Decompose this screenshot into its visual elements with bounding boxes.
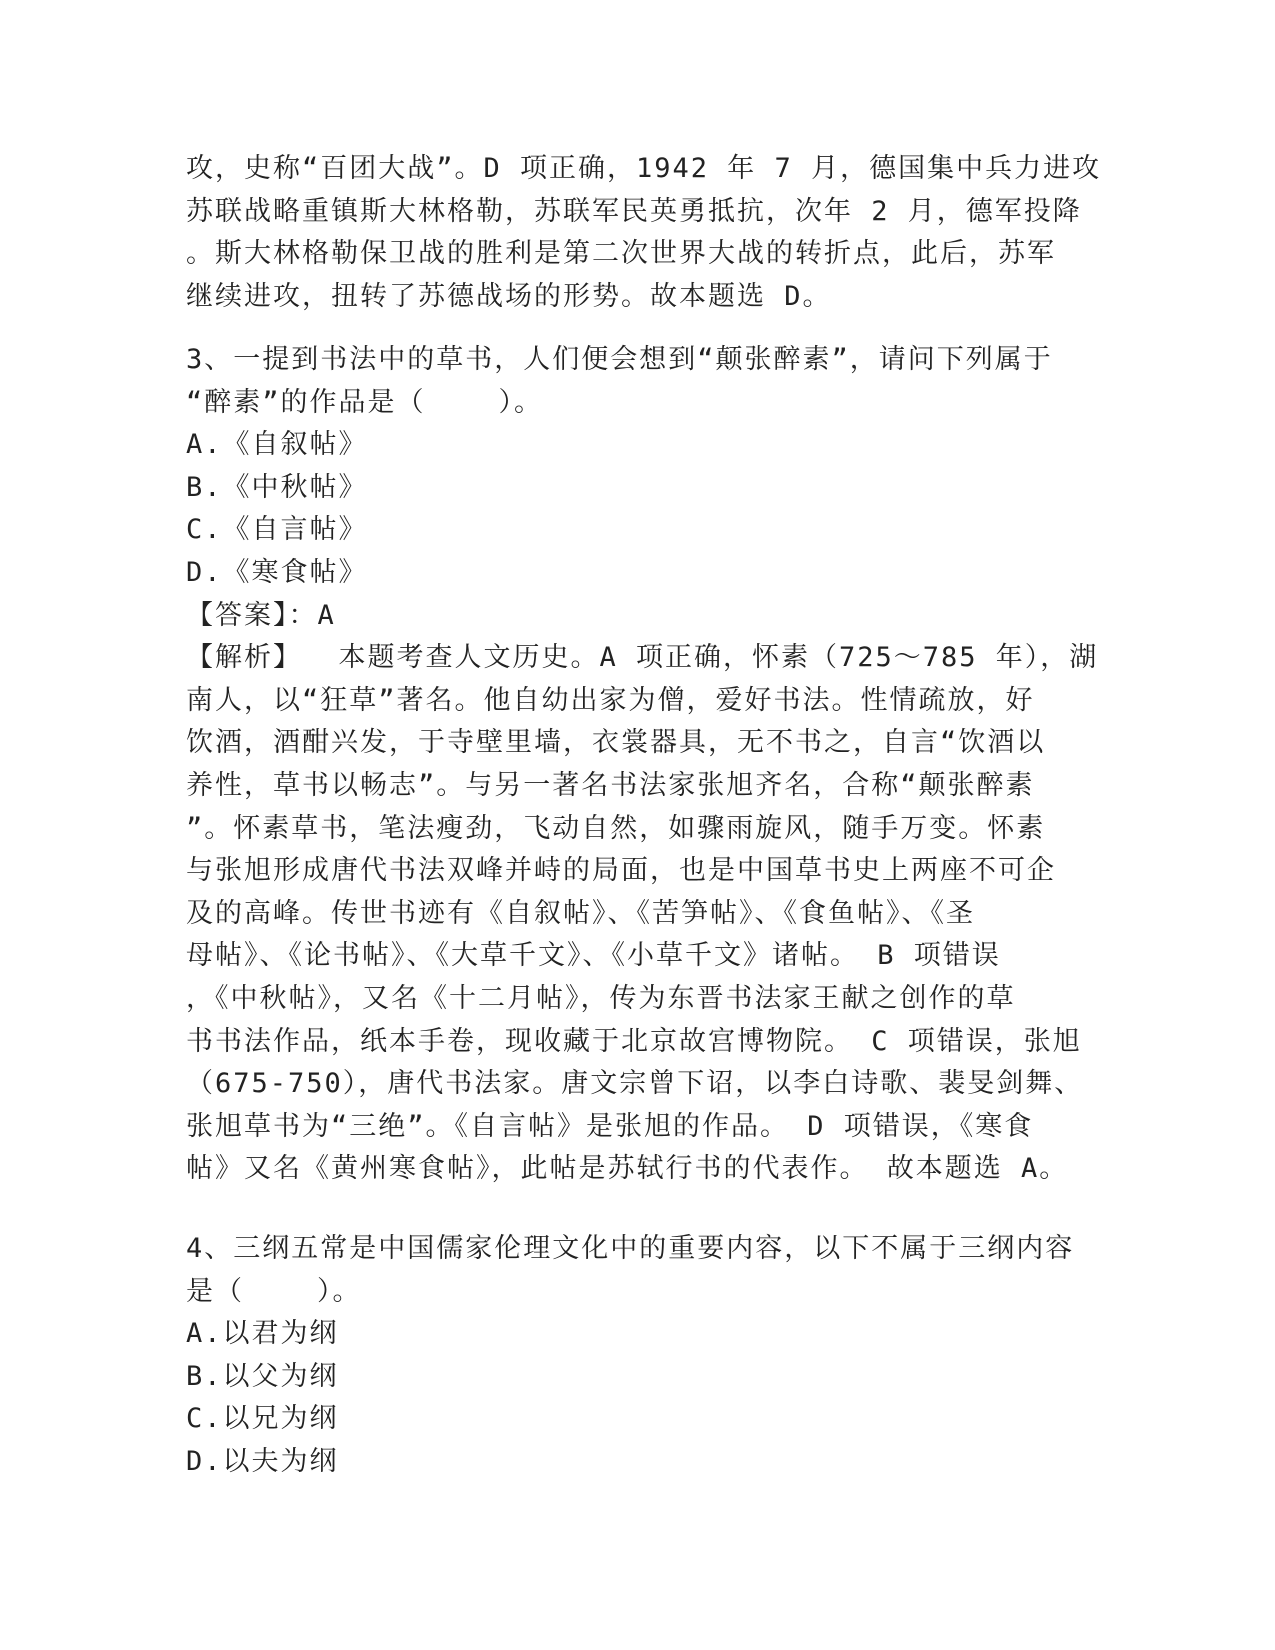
analysis-line: ，《中秋帖》，又名《十二月帖》，传为东晋书法家王献之创作的草 [186, 982, 1016, 1014]
analysis-line: 母帖》、《论书帖》、《大草千文》、《小草千文》诸帖。 B 项错误 [186, 940, 1001, 972]
option-a: A.《自叙帖》 [186, 429, 368, 461]
question-stem-line: 4、三纲五常是中国儒家伦理文化中的重要内容，以下不属于三纲内容 [186, 1233, 1075, 1264]
question-4 [186, 1228, 1086, 1484]
option-d: D.《寒食帖》 [186, 556, 368, 588]
analysis-line: （675-750），唐代书法家。唐文宗曾下诏，以李白诗歌、裴旻剑舞、 [186, 1068, 1084, 1100]
answer-line: 【答案】：A [186, 599, 336, 631]
analysis-line: 书书法作品，纸本手卷，现收藏于北京故宫博物院。 C 项错误，张旭 [186, 1025, 1082, 1057]
analysis-line: ”。怀素草书，笔法瘦劲，飞动自然，如骤雨旋风，随手万变。怀素 [186, 812, 1046, 844]
option-a: A.以君为纲 [186, 1318, 339, 1350]
text-line: 攻，史称“百团大战”。D 项正确，1942 年 7 月，德国集中兵力进攻 [186, 153, 1102, 184]
option-d: D.以夫为纲 [186, 1445, 339, 1477]
option-b: B.以父为纲 [186, 1360, 339, 1392]
text-line: 。斯大林格勒保卫战的胜利是第二次世界大战的转折点，此后，苏军 [186, 238, 1056, 270]
analysis-line: 帖》又名《黄州寒食帖》，此帖是苏轼行书的代表作。 故本题选 A。 [186, 1153, 1069, 1185]
question-3 [186, 339, 1099, 1191]
option-b: B.《中秋帖》 [186, 471, 368, 503]
question-stem-line: 3、一提到书法中的草书，人们便会想到“颠张醉素”，请问下列属于 [186, 344, 1053, 375]
previous-analysis-continuation [186, 148, 1102, 318]
analysis-line: 养性，草书以畅志”。与另一著名书法家张旭齐名，合称“颠张醉素 [186, 769, 1035, 801]
text-line: 苏联战略重镇斯大林格勒，苏联军民英勇抵抗，次年 2 月，德军投降 [186, 195, 1082, 227]
analysis-line: 南人，以“狂草”著名。他自幼出家为僧，爱好书法。性情疏放，好 [186, 684, 1035, 716]
analysis-line: 饮酒，酒酣兴发，于寺壁里墙，衣裳器具，无不书之，自言“饮酒以 [186, 727, 1046, 759]
option-c: C.以兄为纲 [186, 1403, 339, 1435]
analysis-line: 与张旭形成唐代书法双峰并峙的局面，也是中国草书史上两座不可企 [186, 855, 1056, 887]
analysis-line: 张旭草书为“三绝”。《自言帖》是张旭的作品。 D 项错误，《寒食 [186, 1110, 1034, 1142]
option-c: C.《自言帖》 [186, 514, 368, 546]
analysis-line: 及的高峰。传世书迹有《自叙帖》、《苦笋帖》、《食鱼帖》、《圣 [186, 897, 975, 929]
question-stem-line: “醉素”的作品是（ ）。 [186, 386, 544, 418]
analysis-line: 【解析】 本题考查人文历史。A 项正确，怀素（725～785 年），湖 [186, 642, 1099, 674]
text-line: 继续进攻，扭转了苏德战场的形势。故本题选 D。 [186, 280, 832, 312]
question-stem-line: 是（ ）。 [186, 1275, 362, 1307]
